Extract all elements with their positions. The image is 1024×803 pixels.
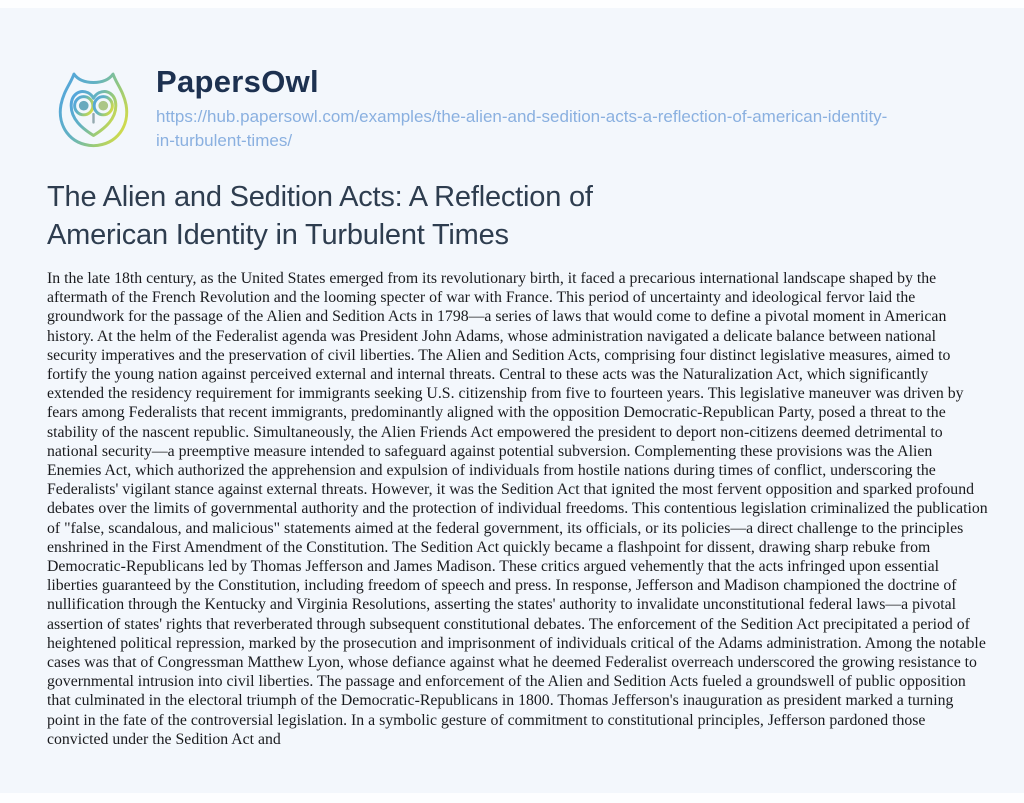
owl-left-eye-pupil (79, 101, 89, 111)
essay-title: The Alien and Sedition Acts: A Reflection of American Identity in Turbulent Times (47, 181, 593, 251)
header-text (156, 62, 906, 153)
owl-right-eye-pupil (98, 101, 108, 111)
essay-body: In the late 18th century, as the United States emerged from its revolutionary birth, it faced a precarious international landscape shaped by the aftermath of the French Revolution and the looming specter of war with France. This period of uncertainty and ideological fervor laid the groundwork for the passage of the Alien and Sedition Acts in 1798—a series of laws that would come to define a pivotal moment in American history. At the helm of the Federalist agenda was President John Adams, whose administration navigated a delicate balance between national security imperatives and the preservation of civil liberties. The Alien and Sedition Acts, comprising four distinct legislative measures, aimed to fortify the young nation against perceived external and internal threats. Central to these acts was the Naturalization Act, which significantly extended the residency requirement for immigrants seeking U.S. citizenship from five to fourteen years. This legislative maneuver was driven by fears among Federalists that recent immigrants, predominantly aligned with the opposition Democratic-Republican Party, posed a threat to the stability of the nascent republic. Simultaneously, the Alien Friends Act empowered the president to deport non-citizens deemed detrimental to national security—a preemptive measure intended to safeguard against potential subversion. Complementing these provisions was the Alien Enemies Act, which authorized the apprehension and expulsion of individuals from hostile nations during times of conflict, underscoring the Federalists' vigilant stance against external threats. However, it was the Sedition Act that ignited the most fervent opposition and sparked profound debates over the limits of governmental authority and the protection of individual freedoms. This contentious legislation criminalized the publication of "false, scandalous, and malicious" statements aimed at the federal government, its officials, or its policies—a direct challenge to the principles enshrined in the First Amendment of the Constitution. The Sedition Act quickly became a flashpoint for dissent, drawing sharp rebuke from Democratic-Republicans led by Thomas Jefferson and James Madison. These critics argued vehemently that the acts infringed upon essential liberties guaranteed by the Constitution, including freedom of speech and press. In response, Jefferson and Madison championed the doctrine of nullification through the Kentucky and Virginia Resolutions, asserting the states' authority to invalidate unconstitutional federal laws—a pivotal assertion of states' rights that reverberated through subsequent constitutional debates. The enforcement of the Sedition Act precipitated a period of heightened political repression, marked by the prosecution and imprisonment of individuals critical of the Adams administration. Among the notable cases was that of Congressman Matthew Lyon, whose defiance against what he deemed Federalist overreach underscored the growing resistance to governmental intrusion into civil liberties. The passage and enforcement of the Alien and Sedition Acts fueled a groundswell of public opposition that culminated in the electoral triumph of the Democratic-Republicans in 1800. Thomas Jefferson's inauguration as president marked a turning point in the fate of the controversial legislation. In a symbolic gesture of commitment to constitutional principles, Jefferson pardoned those convicted under the Sedition Act and (47, 270, 988, 748)
source-url-link[interactable]: https://hub.papersowl.com/examples/the-alien-and-sedition-acts-a-reflection-of-american-identity-in-turbulent-times/ (156, 107, 888, 150)
brand-name: PapersOwl (156, 64, 319, 99)
header (47, 62, 986, 155)
papersowl-owl-logo-icon (47, 62, 140, 155)
page (0, 8, 1024, 793)
